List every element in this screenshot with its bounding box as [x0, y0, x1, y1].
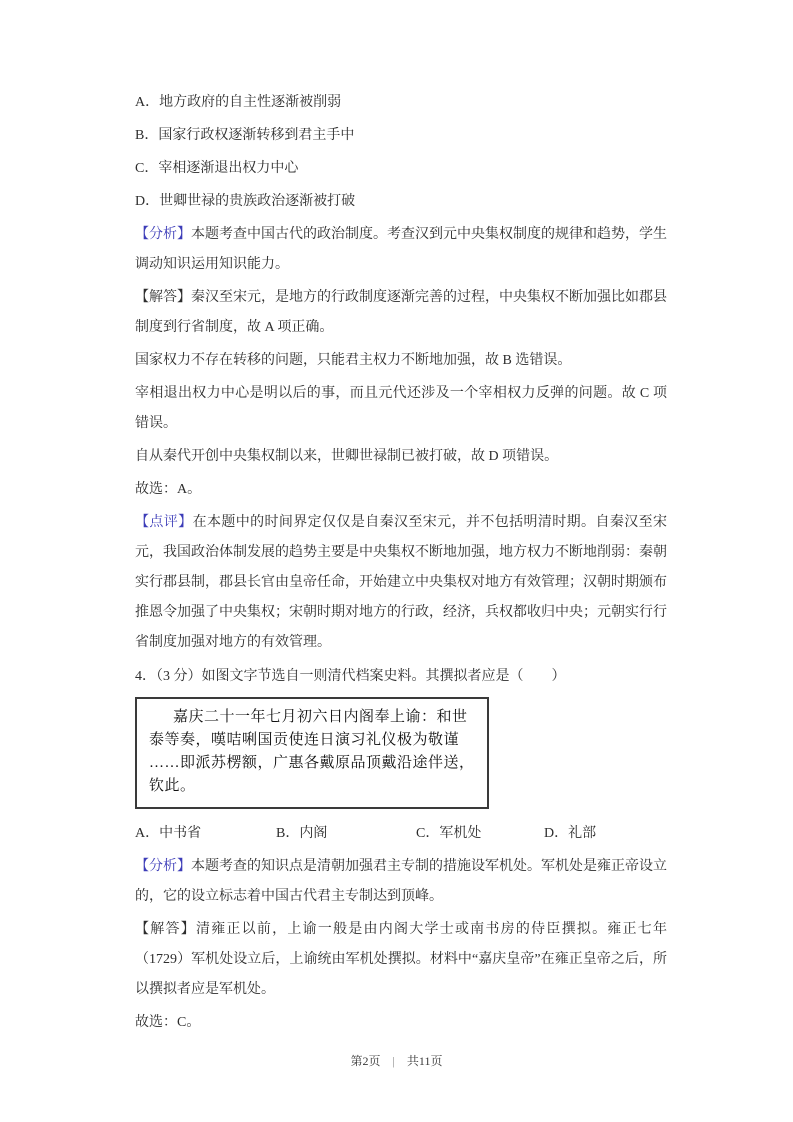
q3-answer-paragraph-4: 自从秦代开创中央集权制以来，世卿世禄制已被打破，故 D 项错误。 — [135, 449, 559, 464]
q3-answer-text-1: 秦汉至宋元，是地方的行政制度逐渐完善的过程，中央集权不断加强比如郡县制度到行省制度，故 A 项正确。 — [135, 290, 667, 335]
footer-separator: | — [392, 1054, 395, 1068]
q4-stem: 4．（3 分）如图文字节选自一则清代档案史料。其撰拟者应是（ ） — [135, 669, 566, 684]
q4-answer-paragraph — [135, 915, 667, 1005]
q4-option-c: C．军机处 — [416, 826, 482, 841]
q3-answer-conclusion: 故选：A。 — [135, 482, 202, 497]
q3-option-a: A．地方政府的自主性逐渐被削弱 — [135, 95, 342, 110]
archive-excerpt-image — [135, 697, 489, 809]
archive-line-2: 泰等奏，嘆咭唎国贡使连日演习礼仪极为敬谨 — [149, 732, 460, 748]
q4-answer-conclusion: 故选：C。 — [135, 1015, 201, 1030]
q3-answer-paragraph-2: 国家权力不存在转移的问题，只能君主权力不断地加强，故 B 选错误。 — [135, 353, 572, 368]
analysis-label: 【分析】 — [135, 859, 191, 874]
q4-options-row — [135, 819, 667, 849]
q4-analysis-text: 本题考查的知识点是清朝加强君主专制的措施设军机处。军机处是雍正帝设立的，它的设立标志着中国古代君主专制达到顶峰。 — [135, 859, 667, 904]
analysis-label: 【分析】 — [135, 227, 191, 242]
archive-line-1: 嘉庆二十一年七月初六日内阁奉上谕：和世 — [173, 709, 468, 725]
q4-answer-text: 清雍正以前，上谕一般是由内阁大学士或南书房的侍臣撰拟。雍正七年（1729）军机处设立后，上谕统由军机处撰拟。材料中“嘉庆皇帝”在雍正皇帝之后，所以撰拟者应是军机处。 — [135, 922, 668, 997]
comment-label: 【点评】 — [135, 515, 193, 530]
archive-line-4: 钦此。 — [149, 778, 196, 794]
q3-analysis-paragraph — [135, 220, 667, 280]
q3-analysis-text: 本题考查中国古代的政治制度。考查汉到元中央集权制度的规律和趋势，学生调动知识运用知识能力。 — [135, 227, 667, 272]
q3-option-b: B．国家行政权逐渐转移到君主手中 — [135, 128, 355, 143]
answer-label: 【解答】 — [135, 290, 191, 305]
page-footer — [0, 1052, 793, 1069]
q4-option-a: A．中书省 — [135, 826, 202, 841]
q4-analysis-paragraph — [135, 852, 667, 912]
q3-comment-paragraph — [135, 508, 667, 658]
q3-answer-paragraph-3: 宰相退出权力中心是明以后的事，而且元代还涉及一个宰相权力反弹的问题。故 C 项错误。 — [135, 386, 667, 431]
answer-label: 【解答】 — [135, 922, 196, 937]
q3-option-d: D．世卿世禄的贵族政治逐渐被打破 — [135, 194, 356, 209]
q3-option-c: C．宰相逐渐退出权力中心 — [135, 161, 299, 176]
footer-total-pages: 共11页 — [406, 1054, 443, 1068]
q4-option-b: B．内阁 — [276, 826, 328, 841]
q4-option-d: D．礼部 — [544, 826, 597, 841]
q3-answer-paragraph-1 — [135, 283, 667, 343]
q3-comment-text: 在本题中的时间界定仅仅是自秦汉至宋元，并不包括明清时期。自秦汉至宋元，我国政治体制发展的趋势主要是中央集权不断地加强，地方权力不断地削弱：秦朝实行郡县制，郡县长官由皇帝任命，开始建立中央集权对地方有效管理；汉朝时期颁布推恩令加强了中央集权；宋朝时期对地方的行政，经济，兵权都收归中央；元朝实行行省制度加强对地方的有效管理。 — [135, 515, 668, 650]
footer-page-number: 第2页 — [350, 1054, 381, 1068]
page-content — [135, 88, 667, 1041]
archive-line-3: ……即派苏楞额，广惠各戴原品顶戴沿途伴送， — [149, 755, 475, 771]
